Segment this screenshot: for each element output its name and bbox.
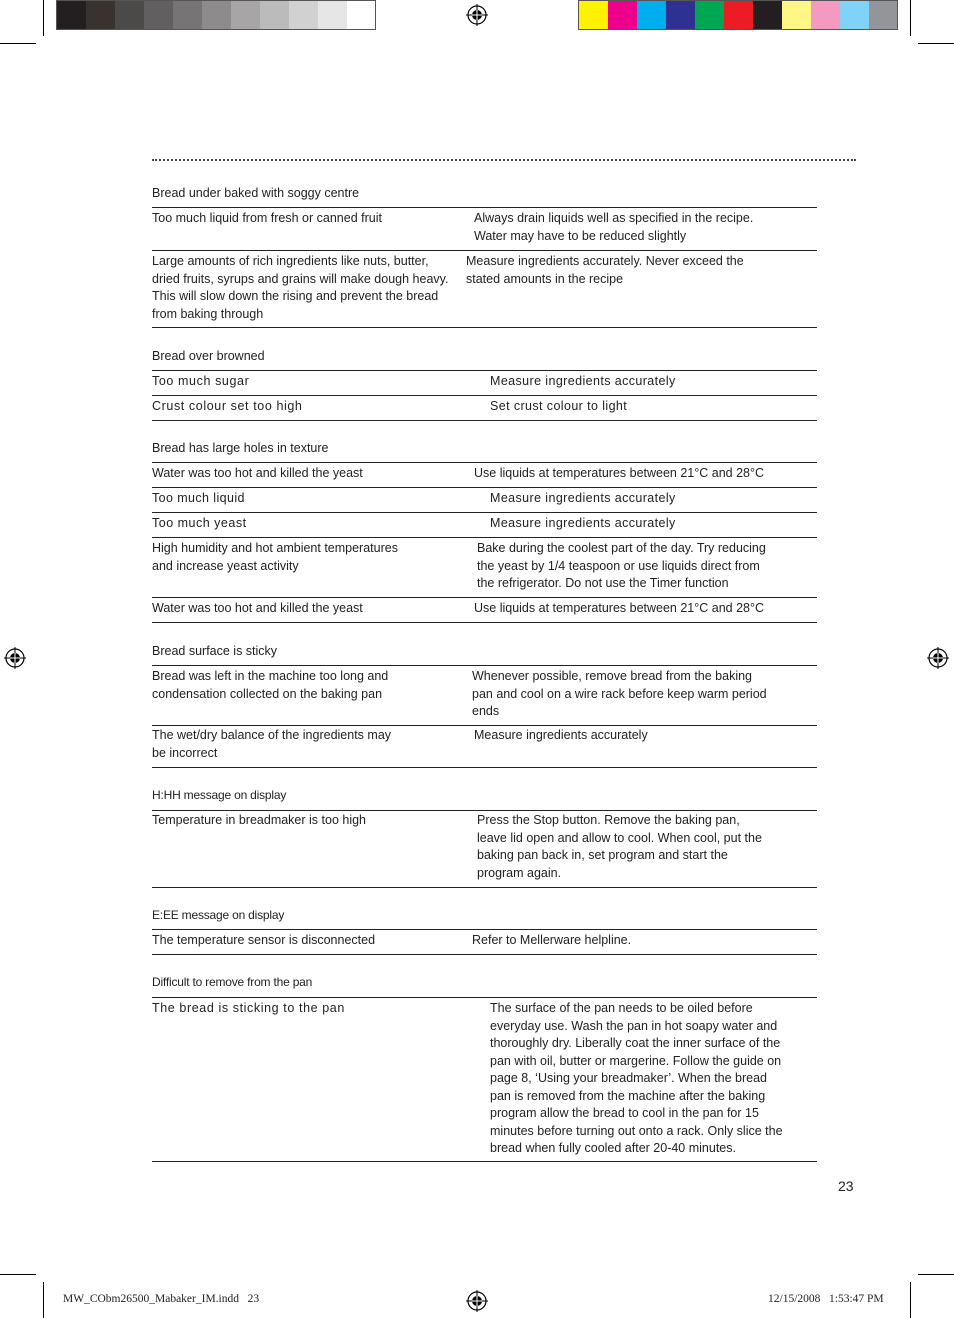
crop-mark: [910, 1282, 911, 1318]
remedy-text: Measure ingredients accurately. Never exceed the stated amounts in the recipe: [466, 254, 744, 286]
swatch: [811, 1, 840, 29]
remedy-text: Set crust colour to light: [490, 399, 628, 413]
cause-text: Crust colour set too high: [152, 399, 303, 413]
crop-mark: [910, 0, 911, 36]
cause-text: Too much yeast: [152, 516, 247, 530]
divider: [152, 597, 817, 598]
section-title: E:EE message on display: [152, 908, 285, 922]
remedy-text: Use liquids at temperatures between 21°C and 28°C: [474, 466, 765, 480]
divider: [152, 997, 817, 998]
swatch: [579, 1, 608, 29]
cause-text: Water was too hot and killed the yeast: [152, 466, 363, 480]
section-title: Bread under baked with soggy centre: [152, 186, 360, 200]
swatch: [608, 1, 637, 29]
cause-text: The bread is sticking to the pan: [152, 1001, 345, 1015]
swatch: [724, 1, 753, 29]
swatch: [637, 1, 666, 29]
footer-timestamp: 12/15/2008 1:53:47 PM: [768, 1293, 884, 1305]
cause-text: The temperature sensor is disconnected: [152, 933, 376, 947]
section-title: Difficult to remove from the pan: [152, 975, 313, 989]
crop-mark: [43, 0, 44, 36]
remedy-text: Press the Stop button. Remove the baking pan, leave lid open and allow to cool. When cool, put the baking pan back in, set program and start the program again.: [477, 813, 762, 880]
remedy-text: Always drain liquids well as specified in the recipe. Water may have to be reduced slightly: [474, 211, 754, 243]
header-dotted-rule: [152, 159, 856, 161]
divider: [152, 327, 817, 328]
divider: [152, 207, 817, 208]
remedy-text: Measure ingredients accurately: [490, 516, 676, 530]
page-number: 23: [838, 1178, 854, 1194]
remedy-text: Measure ingredients accurately: [490, 491, 676, 505]
divider: [152, 537, 817, 538]
remedy-text: The surface of the pan needs to be oiled before everyday use. Wash the pan in hot soapy water and thoroughly dry. Liberally coat the inner surface of the pan with oil, butter or margerine. Follow the guide on page 8, ‘Using your breadmaker’. When the bread pan is removed from the machine after the baking program allow the bread to cool in the pan for 15 minutes before turning out onto a rack. Only slice the bread when fully cooled after 20-40 minutes.: [490, 1001, 783, 1155]
cause-text: Temperature in breadmaker is too high: [152, 813, 367, 827]
cause-text: Water was too hot and killed the yeast: [152, 601, 363, 615]
cause-text: High humidity and hot ambient temperatures and increase yeast activity: [152, 541, 398, 573]
crop-mark: [918, 43, 954, 44]
crop-mark: [0, 43, 36, 44]
swatch: [695, 1, 724, 29]
registration-mark-icon: [466, 4, 488, 26]
swatch: [666, 1, 695, 29]
swatch: [144, 1, 173, 29]
divider: [152, 370, 817, 371]
remedy-text: Whenever possible, remove bread from the baking pan and cool on a wire rack before keep warm period ends: [472, 669, 767, 718]
swatch: [231, 1, 260, 29]
divider: [152, 929, 817, 930]
gray-color-bar: [56, 0, 376, 30]
registration-mark-icon: [466, 1290, 488, 1312]
cause-text: The wet/dry balance of the ingredients may be incorrect: [152, 728, 392, 760]
swatch: [869, 1, 897, 29]
divider: [152, 954, 817, 955]
section-title: Bread surface is sticky: [152, 644, 278, 658]
swatch: [318, 1, 347, 29]
swatch: [347, 1, 375, 29]
cause-text: Too much liquid: [152, 491, 245, 505]
swatch: [260, 1, 289, 29]
swatch: [202, 1, 231, 29]
crop-mark: [0, 1274, 36, 1275]
crop-mark: [43, 1282, 44, 1318]
swatch: [115, 1, 144, 29]
registration-mark-icon: [4, 647, 26, 669]
divider: [152, 767, 817, 768]
remedy-text: Use liquids at temperatures between 21°C and 28°C: [474, 601, 765, 615]
swatch: [289, 1, 318, 29]
remedy-text: Bake during the coolest part of the day. Try reducing the yeast by 1/4 teaspoon or use liquids direct from the refrigerator. Do not use the Timer function: [477, 541, 766, 590]
swatch: [840, 1, 869, 29]
cause-text: Too much sugar: [152, 374, 250, 388]
remedy-text: Measure ingredients accurately: [490, 374, 676, 388]
crop-mark: [918, 1274, 954, 1275]
divider: [152, 512, 817, 513]
divider: [152, 725, 817, 726]
divider: [152, 1161, 817, 1162]
swatch: [173, 1, 202, 29]
swatch: [57, 1, 86, 29]
remedy-text: Refer to Mellerware helpline.: [472, 933, 632, 947]
divider: [152, 622, 817, 623]
divider: [152, 395, 817, 396]
divider: [152, 665, 817, 666]
cause-text: Too much liquid from fresh or canned fruit: [152, 211, 382, 225]
cmyk-color-bar: [578, 0, 898, 30]
divider: [152, 487, 817, 488]
cause-text: Bread was left in the machine too long and condensation collected on the baking pan: [152, 669, 389, 701]
swatch: [782, 1, 811, 29]
divider: [152, 462, 817, 463]
cause-text: Large amounts of rich ingredients like nuts, butter, dried fruits, syrups and grains will make dough heavy. This will slow down the rising and prevent the bread from baking through: [152, 254, 449, 321]
remedy-text: Measure ingredients accurately: [474, 728, 648, 742]
swatch: [86, 1, 115, 29]
divider: [152, 420, 817, 421]
divider: [152, 250, 817, 251]
registration-mark-icon: [927, 647, 949, 669]
divider: [152, 810, 817, 811]
footer-file-name: MW_CObm26500_Mabaker_IM.indd 23: [63, 1293, 260, 1305]
section-title: Bread has large holes in texture: [152, 441, 329, 455]
swatch: [753, 1, 782, 29]
divider: [152, 887, 817, 888]
section-title: H:HH message on display: [152, 788, 287, 802]
section-title: Bread over browned: [152, 349, 265, 363]
